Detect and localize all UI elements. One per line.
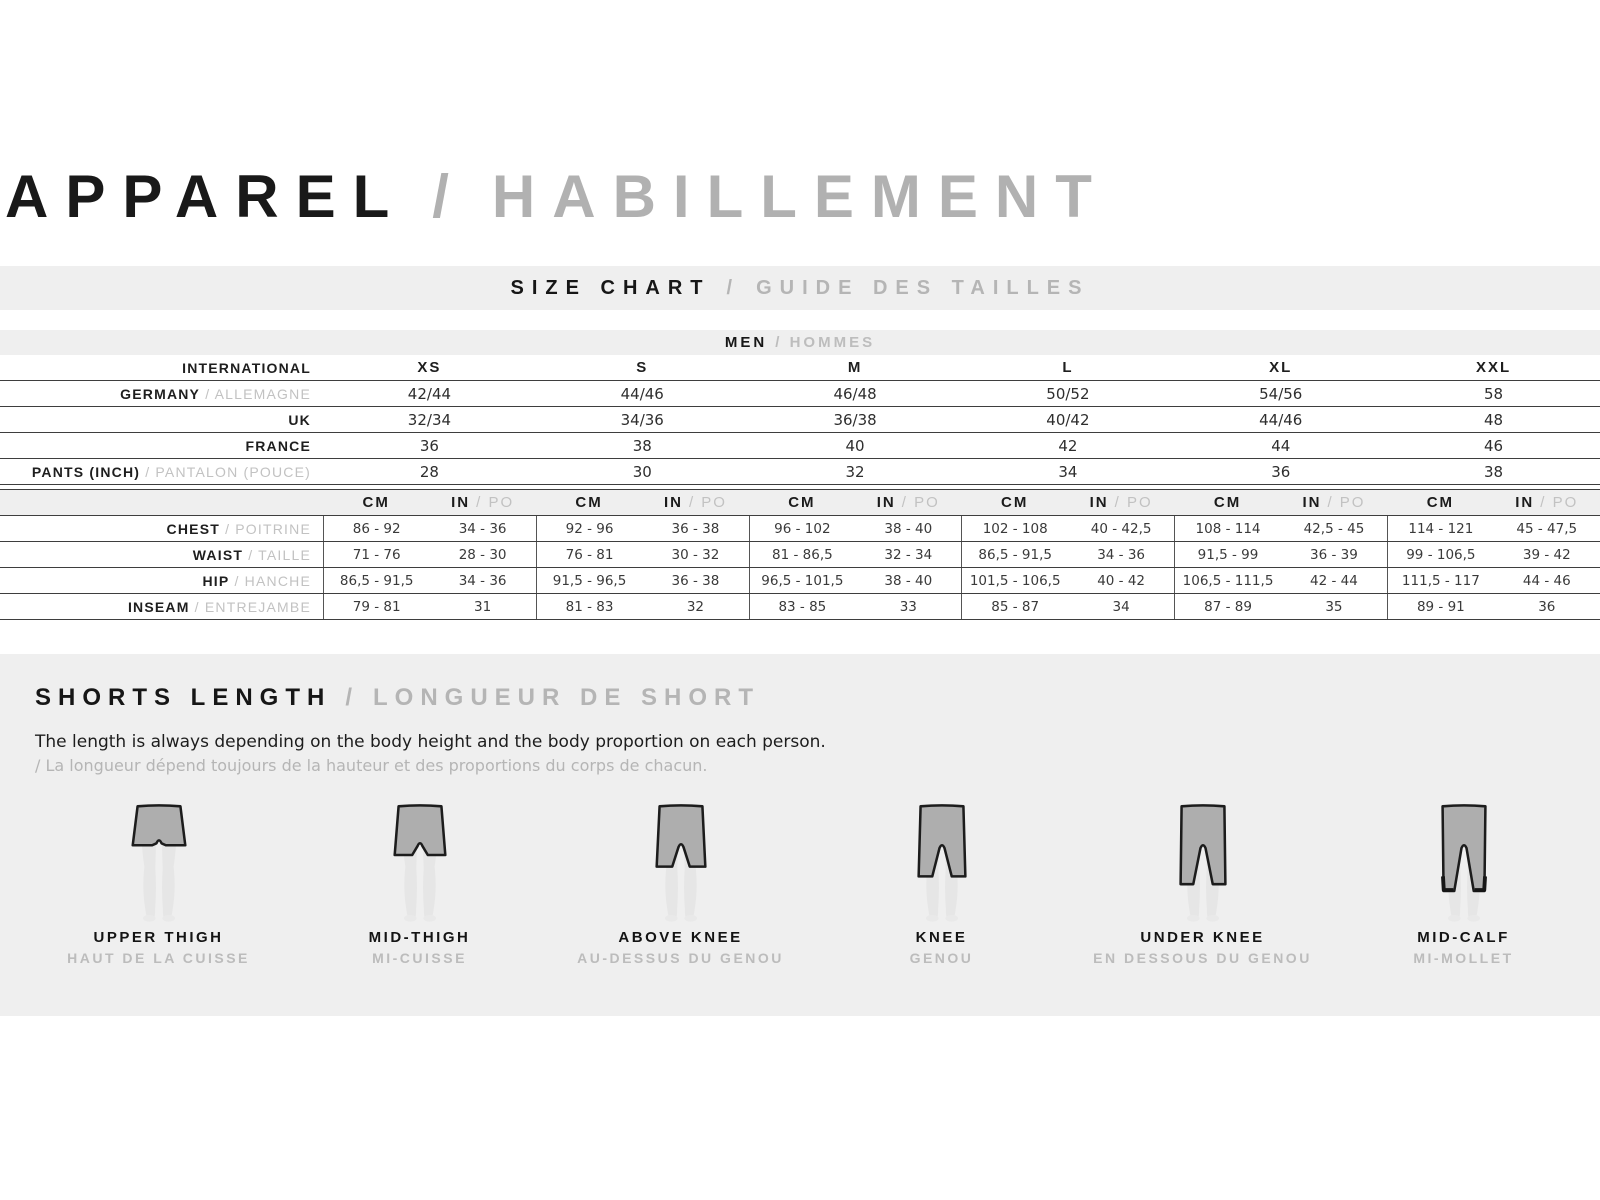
measurement-cell: 34 - 36	[458, 572, 507, 589]
row-label	[0, 438, 323, 454]
unit-in-label: IN	[451, 494, 471, 511]
row-label	[0, 386, 323, 402]
size-cell: 34/36	[620, 410, 664, 429]
row-label-fr: / TAILLE	[243, 546, 311, 563]
measurement-cell: 87 - 89	[1174, 594, 1280, 619]
page-title	[5, 163, 1109, 230]
shorts-style-name: UNDER KNEE	[1140, 929, 1265, 946]
measurement-cell: 31	[474, 598, 492, 615]
unit-in-header	[1068, 490, 1174, 515]
unit-in-label: IN	[1302, 494, 1322, 511]
table-row	[0, 355, 1600, 381]
measurement-cell: 114 - 121	[1387, 516, 1493, 541]
size-cell: XS	[417, 359, 442, 376]
size-cell: XXL	[1475, 359, 1512, 376]
page-title-fr: HABILLEMENT	[491, 163, 1109, 230]
measurement-cell: 36 - 38	[671, 520, 720, 537]
unit-cm-header	[1174, 490, 1280, 515]
measurement-cell: 86,5 - 91,5	[323, 568, 429, 593]
unit-in-header	[1494, 490, 1600, 515]
row-label	[0, 490, 323, 515]
measurement-cell: 76 - 81	[536, 542, 642, 567]
shorts-style-card	[28, 781, 289, 966]
shorts-figure-icon	[368, 781, 472, 927]
measurement-cell: 111,5 - 117	[1387, 568, 1493, 593]
unit-cm-header	[749, 490, 855, 515]
measurement-cell: 81 - 86,5	[749, 542, 855, 567]
table-row	[0, 459, 1600, 485]
measurement-cell: 36	[1538, 598, 1556, 615]
measurement-cell: 30 - 32	[671, 546, 720, 563]
size-cell: 42/44	[407, 384, 452, 403]
measurement-cell: 108 - 114	[1174, 516, 1280, 541]
unit-po-label: / PO	[1114, 494, 1153, 511]
size-cell: 32	[845, 462, 865, 481]
table-row	[0, 568, 1600, 594]
men-label-en: MEN	[724, 334, 768, 351]
row-label	[0, 516, 323, 541]
measurement-cell: 36 - 38	[671, 572, 720, 589]
measurement-cell: 34 - 36	[1097, 546, 1146, 563]
size-cell: 38	[1484, 462, 1504, 481]
men-section-bar	[0, 330, 1600, 355]
size-cell: 32/34	[407, 410, 452, 429]
measurement-cell: 96 - 102	[749, 516, 855, 541]
measurement-cell: 91,5 - 96,5	[536, 568, 642, 593]
measurements-header-row	[0, 489, 1600, 516]
shorts-figure-icon	[1412, 781, 1516, 927]
size-chart-heading-separator: /	[726, 276, 741, 299]
row-label-fr: / POITRINE	[220, 520, 311, 537]
table-row	[0, 407, 1600, 433]
unit-in-label: IN	[1089, 494, 1109, 511]
unit-po-label: / PO	[901, 494, 940, 511]
table-row	[0, 594, 1600, 620]
row-label	[0, 464, 323, 480]
row-label	[0, 412, 323, 428]
unit-po-label: / PO	[1327, 494, 1366, 511]
row-label-en: PANTS (INCH)	[31, 463, 141, 480]
shorts-figure-icon	[107, 781, 211, 927]
measurement-cell: 106,5 - 111,5	[1174, 568, 1280, 593]
size-cell: 40	[845, 436, 865, 455]
table-row	[0, 542, 1600, 568]
table-row	[0, 433, 1600, 459]
measurement-cell: 96,5 - 101,5	[749, 568, 855, 593]
size-cell: 46	[1484, 436, 1504, 455]
size-cell: 40/42	[1046, 410, 1090, 429]
measurement-cell: 86 - 92	[323, 516, 429, 541]
men-label-fr: / HOMMES	[775, 334, 876, 351]
unit-cm-label: CM	[1426, 494, 1455, 511]
row-label-en: INSEAM	[127, 598, 190, 615]
table-row	[0, 381, 1600, 407]
shorts-length-section	[0, 654, 1600, 1016]
measurement-cell: 40 - 42,5	[1090, 520, 1152, 537]
measurement-cell: 38 - 40	[884, 520, 933, 537]
shorts-style-name-fr: AU-DESSUS DU GENOU	[577, 950, 784, 966]
measurement-cell: 35	[1325, 598, 1343, 615]
unit-in-header	[642, 490, 748, 515]
measurement-cell: 39 - 42	[1522, 546, 1571, 563]
unit-in-label: IN	[663, 494, 683, 511]
shorts-style-name-fr: MI-CUISSE	[372, 950, 467, 966]
row-label-en: UK	[288, 411, 311, 428]
measurement-cell: 79 - 81	[323, 594, 429, 619]
row-label-en: WAIST	[192, 546, 244, 563]
row-label-fr: / HANCHE	[229, 572, 311, 589]
row-label-en: INTERNATIONAL	[182, 359, 311, 376]
measurement-cell: 32 - 34	[884, 546, 933, 563]
measurement-cell: 44 - 46	[1522, 572, 1571, 589]
measurement-cell: 34 - 36	[458, 520, 507, 537]
unit-cm-label: CM	[575, 494, 603, 511]
shorts-style-name-fr: GENOU	[909, 950, 974, 966]
row-label-en: HIP	[202, 572, 230, 589]
size-cell: 38	[632, 436, 652, 455]
measurement-cell: 99 - 106,5	[1387, 542, 1493, 567]
measurement-cell: 91,5 - 99	[1174, 542, 1280, 567]
size-cell: 44/46	[620, 384, 664, 403]
unit-in-label: IN	[1515, 494, 1535, 511]
shorts-length-heading-separator: /	[345, 684, 360, 711]
row-label	[0, 542, 323, 567]
shorts-length-description	[35, 732, 1600, 775]
shorts-length-heading-en: SHORTS LENGTH	[35, 684, 332, 711]
unit-cm-header	[961, 490, 1067, 515]
row-label-en: GERMANY	[120, 385, 201, 402]
size-cell: 44	[1271, 436, 1291, 455]
size-chart-heading-bar	[0, 266, 1600, 310]
size-cell: 36	[1271, 462, 1291, 481]
unit-in-label: IN	[876, 494, 896, 511]
unit-cm-header	[1387, 490, 1493, 515]
measurement-cell: 42,5 - 45	[1303, 520, 1365, 537]
shorts-styles-row	[0, 781, 1600, 966]
row-label	[0, 594, 323, 619]
shorts-style-name: UPPER THIGH	[93, 929, 224, 946]
unit-po-label: / PO	[476, 494, 515, 511]
row-label-fr: / ENTREJAMBE	[189, 598, 311, 615]
page-title-separator: /	[432, 163, 466, 230]
size-cell: 58	[1484, 384, 1504, 403]
unit-cm-label: CM	[362, 494, 390, 511]
size-cell: 48	[1484, 410, 1504, 429]
measurement-cell: 36 - 39	[1310, 546, 1358, 563]
unit-cm-label: CM	[1213, 494, 1242, 511]
measurement-cell: 28 - 30	[458, 546, 507, 563]
shorts-style-card	[1333, 781, 1594, 966]
shorts-style-card	[1072, 781, 1333, 966]
row-label-en: FRANCE	[245, 437, 311, 454]
size-cell: 46/48	[833, 384, 877, 403]
shorts-style-card	[550, 781, 811, 966]
unit-po-label: / PO	[1540, 494, 1579, 511]
size-cell: M	[847, 359, 863, 376]
size-cell: 54/56	[1259, 384, 1303, 403]
shorts-style-name-fr: HAUT DE LA CUISSE	[67, 950, 250, 966]
size-cell: L	[1062, 359, 1074, 376]
size-cell: 36/38	[833, 410, 877, 429]
measurement-cell: 32	[686, 598, 705, 615]
size-cell: 30	[632, 462, 652, 481]
measurement-cell: 102 - 108	[961, 516, 1067, 541]
measurement-cell: 42 - 44	[1310, 572, 1358, 589]
shorts-length-heading-fr: LONGUEUR DE SHORT	[373, 684, 761, 711]
size-chart-heading-en: SIZE CHART	[510, 276, 711, 299]
row-label	[0, 360, 323, 376]
unit-in-header	[1281, 490, 1387, 515]
size-chart-heading-fr: GUIDE DES TAILLES	[756, 276, 1090, 299]
measurement-cell: 92 - 96	[536, 516, 642, 541]
unit-cm-header	[323, 490, 429, 515]
shorts-style-name: KNEE	[915, 929, 968, 946]
size-cell: XL	[1269, 359, 1293, 376]
row-label	[0, 568, 323, 593]
size-cell: 42	[1058, 436, 1078, 455]
unit-cm-label: CM	[1001, 494, 1029, 511]
size-cell: 50/52	[1046, 384, 1090, 403]
body-measurements-table	[0, 489, 1600, 620]
measurement-cell: 86,5 - 91,5	[961, 542, 1067, 567]
size-cell: 28	[419, 462, 439, 481]
shorts-figure-icon	[1151, 781, 1255, 927]
measurement-cell: 71 - 76	[323, 542, 429, 567]
shorts-length-description-fr: / La longueur dépend toujours de la hauteur et des proportions du corps de chacun.	[35, 756, 708, 775]
shorts-length-description-en: The length is always depending on the body height and the body proportion on each person.	[35, 732, 826, 752]
shorts-style-name-fr: EN DESSOUS DU GENOU	[1093, 950, 1312, 966]
shorts-style-card	[289, 781, 550, 966]
row-label-fr: / PANTALON (POUCE)	[140, 463, 311, 480]
shorts-figure-icon	[629, 781, 733, 927]
measurement-cell: 40 - 42	[1097, 572, 1146, 589]
row-label-fr: / ALLEMAGNE	[200, 385, 311, 402]
shorts-figure-icon	[890, 781, 994, 927]
size-cell: S	[636, 359, 649, 376]
measurement-cell: 45 - 47,5	[1516, 520, 1578, 537]
measurement-cell: 85 - 87	[961, 594, 1067, 619]
unit-in-header	[855, 490, 961, 515]
shorts-style-name: ABOVE KNEE	[618, 929, 743, 946]
measurement-cell: 38 - 40	[884, 572, 933, 589]
shorts-style-card	[811, 781, 1072, 966]
row-label-en: CHEST	[166, 520, 220, 537]
page-title-en: APPAREL	[5, 163, 407, 230]
measurement-cell: 89 - 91	[1387, 594, 1493, 619]
unit-in-header	[429, 490, 535, 515]
measurement-cell: 34	[1112, 598, 1130, 615]
shorts-length-heading	[0, 654, 1600, 712]
measurement-cell: 101,5 - 106,5	[961, 568, 1067, 593]
shorts-style-name: MID-CALF	[1417, 929, 1510, 946]
measurement-cell: 83 - 85	[749, 594, 855, 619]
shorts-style-name: MID-THIGH	[368, 929, 471, 946]
table-row	[0, 516, 1600, 542]
size-cell: 36	[419, 436, 439, 455]
unit-cm-header	[536, 490, 642, 515]
size-cell: 44/46	[1259, 410, 1303, 429]
size-cell: 34	[1058, 462, 1078, 481]
measurement-cell: 81 - 83	[536, 594, 642, 619]
shorts-style-name-fr: MI-MOLLET	[1413, 950, 1514, 966]
unit-cm-label: CM	[788, 494, 816, 511]
unit-po-label: / PO	[688, 494, 727, 511]
international-sizes-table	[0, 355, 1600, 485]
measurement-cell: 33	[899, 598, 917, 615]
